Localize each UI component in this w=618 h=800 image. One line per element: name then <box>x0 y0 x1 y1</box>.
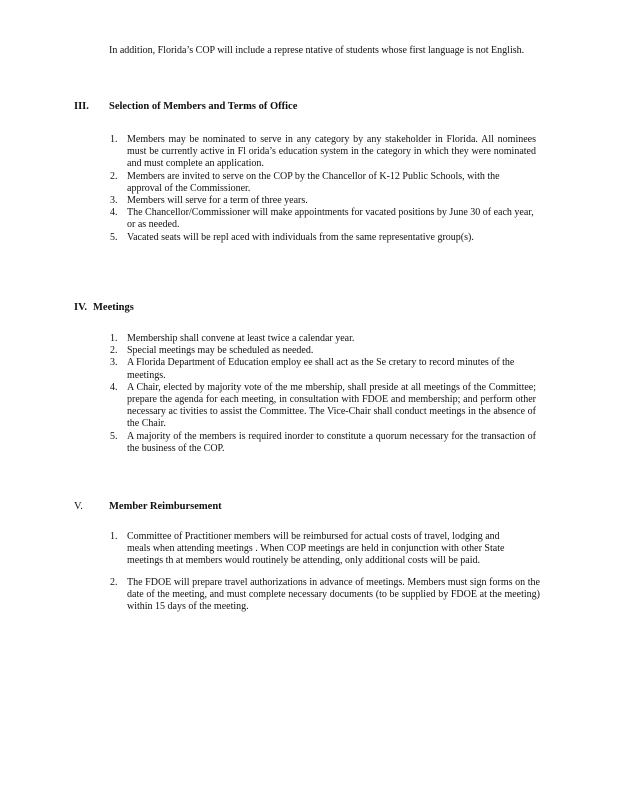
list-item <box>110 382 536 431</box>
list-item <box>110 345 536 357</box>
item-text: Vacated seats will be repl aced with individuals from the same representative group(s). <box>127 231 474 243</box>
item-number: 1. <box>110 531 118 542</box>
list-item <box>110 431 536 455</box>
item-text: Members are invited to serve on the COP by the Chancellor of K-12 Public Schools, with the approval of the Commissioner. <box>127 170 500 194</box>
item-text: Members will serve for a term of three years. <box>127 195 308 207</box>
list-item <box>110 195 536 207</box>
list-item <box>110 207 536 231</box>
item-text: The FDOE will prepare travel authorizations in advance of meetings. Members must sign forms on the date of the meeting, and must complete necessary documents (to be supplied by FDOE at the meeting) within 15 days of the meeting. <box>127 576 540 613</box>
item-number: 1. <box>110 333 118 344</box>
item-text: The Chancellor/Commissioner will make appointments for vacated positions by June 30 of each year, or as needed. <box>127 207 534 231</box>
item-number: 1. <box>110 134 118 145</box>
item-text: A Chair, elected by majority vote of the me mbership, shall preside at all meetings of the Committee; prepare the agenda for each meeting, in consultation with FDOE and membership; and perform other necessary ac tivities to assist the Committee. The Vice-Chair shall conduct meetings in the absence of the Chair. <box>127 381 536 430</box>
section-number: IV. <box>74 302 87 313</box>
section-v-list <box>110 531 540 613</box>
list-item <box>110 232 536 244</box>
list-item <box>110 357 536 381</box>
list-item <box>110 531 540 568</box>
section-heading-iv <box>74 302 134 313</box>
item-number: 3. <box>110 195 118 207</box>
section-number: V. <box>74 501 83 512</box>
section-heading-v <box>74 501 222 512</box>
item-number: 4. <box>110 381 118 393</box>
section-title: Member Reimbursement <box>109 501 222 512</box>
list-item <box>110 577 540 614</box>
item-text: Committee of Practitioner members will be reimbursed for actual costs of travel, lodging and meals when attending meetings . When COP meetings are held in conjunction with other State meetings th at members would routinely be attending, only additional costs will be paid. <box>127 531 505 567</box>
item-number: 2. <box>110 170 118 182</box>
section-iii-list <box>110 134 536 244</box>
item-number: 4. <box>110 207 118 219</box>
section-iv-list <box>110 333 536 455</box>
list-item <box>110 333 536 345</box>
section-title: Selection of Members and Terms of Office <box>109 101 298 112</box>
item-number: 2. <box>110 576 118 588</box>
item-text: A Florida Department of Education employ ee shall act as the Se cretary to record minutes of the meetings. <box>127 357 515 381</box>
item-text: A majority of the members is required inorder to constitute a quorum necessary for the transaction of the business of the COP. <box>127 430 536 454</box>
item-number: 2. <box>110 345 118 357</box>
section-title: Meetings <box>93 302 134 313</box>
item-number: 5. <box>110 430 118 442</box>
section-heading-iii <box>74 101 298 112</box>
item-number: 3. <box>110 357 118 369</box>
list-item <box>110 134 536 171</box>
section-number: III. <box>74 101 89 112</box>
item-text: Members may be nominated to serve in any category by any stakeholder in Florida. All nominees must be currently active in Fl orida’s education system in the category in which they were nominated and must complete an application. <box>127 134 536 170</box>
item-number: 5. <box>110 231 118 243</box>
item-text: Membership shall convene at least twice a calendar year. <box>127 333 355 344</box>
item-text: Special meetings may be scheduled as needed. <box>127 345 314 357</box>
intro-paragraph: In addition, Florida’s COP will include a represe ntative of students whose first language is not English. <box>109 45 525 56</box>
list-item <box>110 171 536 195</box>
